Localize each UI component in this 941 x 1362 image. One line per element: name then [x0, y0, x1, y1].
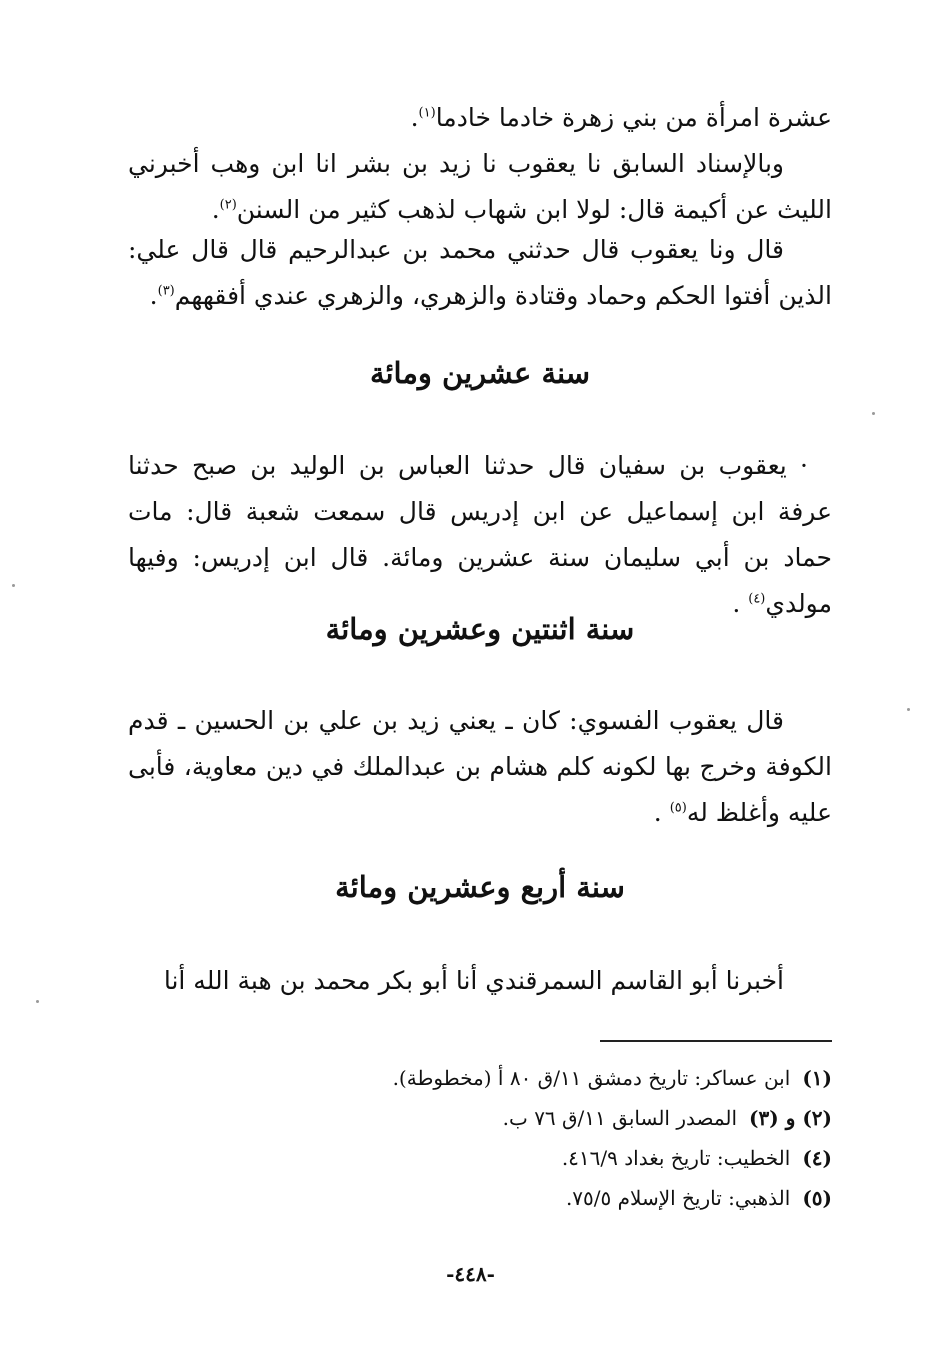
paragraph-3	[128, 227, 832, 319]
footnote-ref-3[interactable]: (٣)	[157, 283, 175, 299]
footnote-text: الذهبي: تاريخ الإسلام ٧٥/٥.	[565, 1186, 791, 1210]
paragraph-5-text: قال يعقوب الفسوي: كان ـ يعني زيد بن علي بن الحسين ـ قدم الكوفة وخرج بها لكونه كلم هشام بن عبدالملك في دين معاوية، فأبى عليه وأغلظ له	[128, 706, 832, 827]
footnote-number: (٥)	[802, 1186, 832, 1210]
paragraph-6-text: أخبرنا أبو القاسم السمرقندي أنا أبو بكر محمد بن هبة الله أنا	[163, 966, 784, 995]
footnote-text: ابن عساكر: تاريخ دمشق ١١/ق ٨٠ أ (مخطوطة).	[392, 1066, 791, 1090]
footnote-2-3	[300, 1098, 832, 1138]
year-heading-124: سنة أربع وعشرين ومائة	[335, 870, 625, 904]
footnote-ref-2[interactable]: (٢)	[219, 197, 237, 213]
print-speck	[907, 708, 910, 711]
paragraph-1	[128, 95, 832, 141]
paragraph-2-end: .	[211, 195, 220, 224]
footnote-ref-5[interactable]: (٥)	[669, 800, 687, 816]
paragraph-3-end: .	[149, 281, 158, 310]
footnote-text: المصدر السابق ١١/ق ٧٦ ب.	[502, 1106, 738, 1130]
footnote-text: الخطيب: تاريخ بغداد ٤١٦/٩.	[561, 1146, 791, 1170]
print-speck	[872, 412, 875, 415]
paragraph-4-text: · يعقوب بن سفيان قال حدثنا العباس بن الوليد بن صبح حدثنا عرفة ابن إسماعيل عن ابن إدريس قال سمعت شعبة قال: مات حماد بن أبي سليمان سنة عشرين ومائة. قال ابن إدريس: وفيها مولدي	[128, 451, 832, 618]
paragraph-4	[128, 443, 832, 627]
footnote-number: (٢) و (٣)	[749, 1106, 832, 1130]
year-heading-120: سنة عشرين ومائة	[369, 356, 591, 390]
print-speck	[36, 1000, 39, 1003]
paragraph-6	[128, 958, 832, 1004]
paragraph-5-end: .	[653, 798, 670, 827]
footnote-number: (١)	[802, 1066, 832, 1090]
paragraph-1-end: .	[410, 103, 419, 132]
paragraph-3-text: قال ونا يعقوب قال حدثني محمد بن عبدالرحيم قال قال علي: الذين أفتوا الحكم وحماد وقتادة والزهري، والزهري عندي أفقههم	[128, 235, 832, 310]
footnotes-list	[300, 1058, 832, 1218]
footnote-separator	[600, 1040, 832, 1042]
print-speck	[12, 584, 15, 587]
footnote-ref-4[interactable]: (٤)	[748, 591, 766, 607]
footnote-4	[300, 1138, 832, 1178]
paragraph-2	[128, 141, 832, 233]
footnote-number: (٤)	[802, 1146, 832, 1170]
paragraph-5	[128, 698, 832, 836]
page-number: -٤٤٨-	[446, 1262, 495, 1286]
footnote-1	[300, 1058, 832, 1098]
year-heading-122: سنة اثنتين وعشرين ومائة	[325, 612, 635, 646]
footnote-5	[300, 1178, 832, 1218]
paragraph-4-end: .	[732, 589, 749, 618]
paragraph-2-text: وبالإسناد السابق نا يعقوب نا زيد بن بشر انا ابن وهب أخبرني الليث عن أكيمة قال: لولا ابن شهاب لذهب كثير من السنن	[128, 149, 832, 224]
footnote-ref-1[interactable]: (١)	[418, 105, 436, 121]
paragraph-1-text: عشرة امرأة من بني زهرة خادما خادما	[435, 103, 832, 132]
